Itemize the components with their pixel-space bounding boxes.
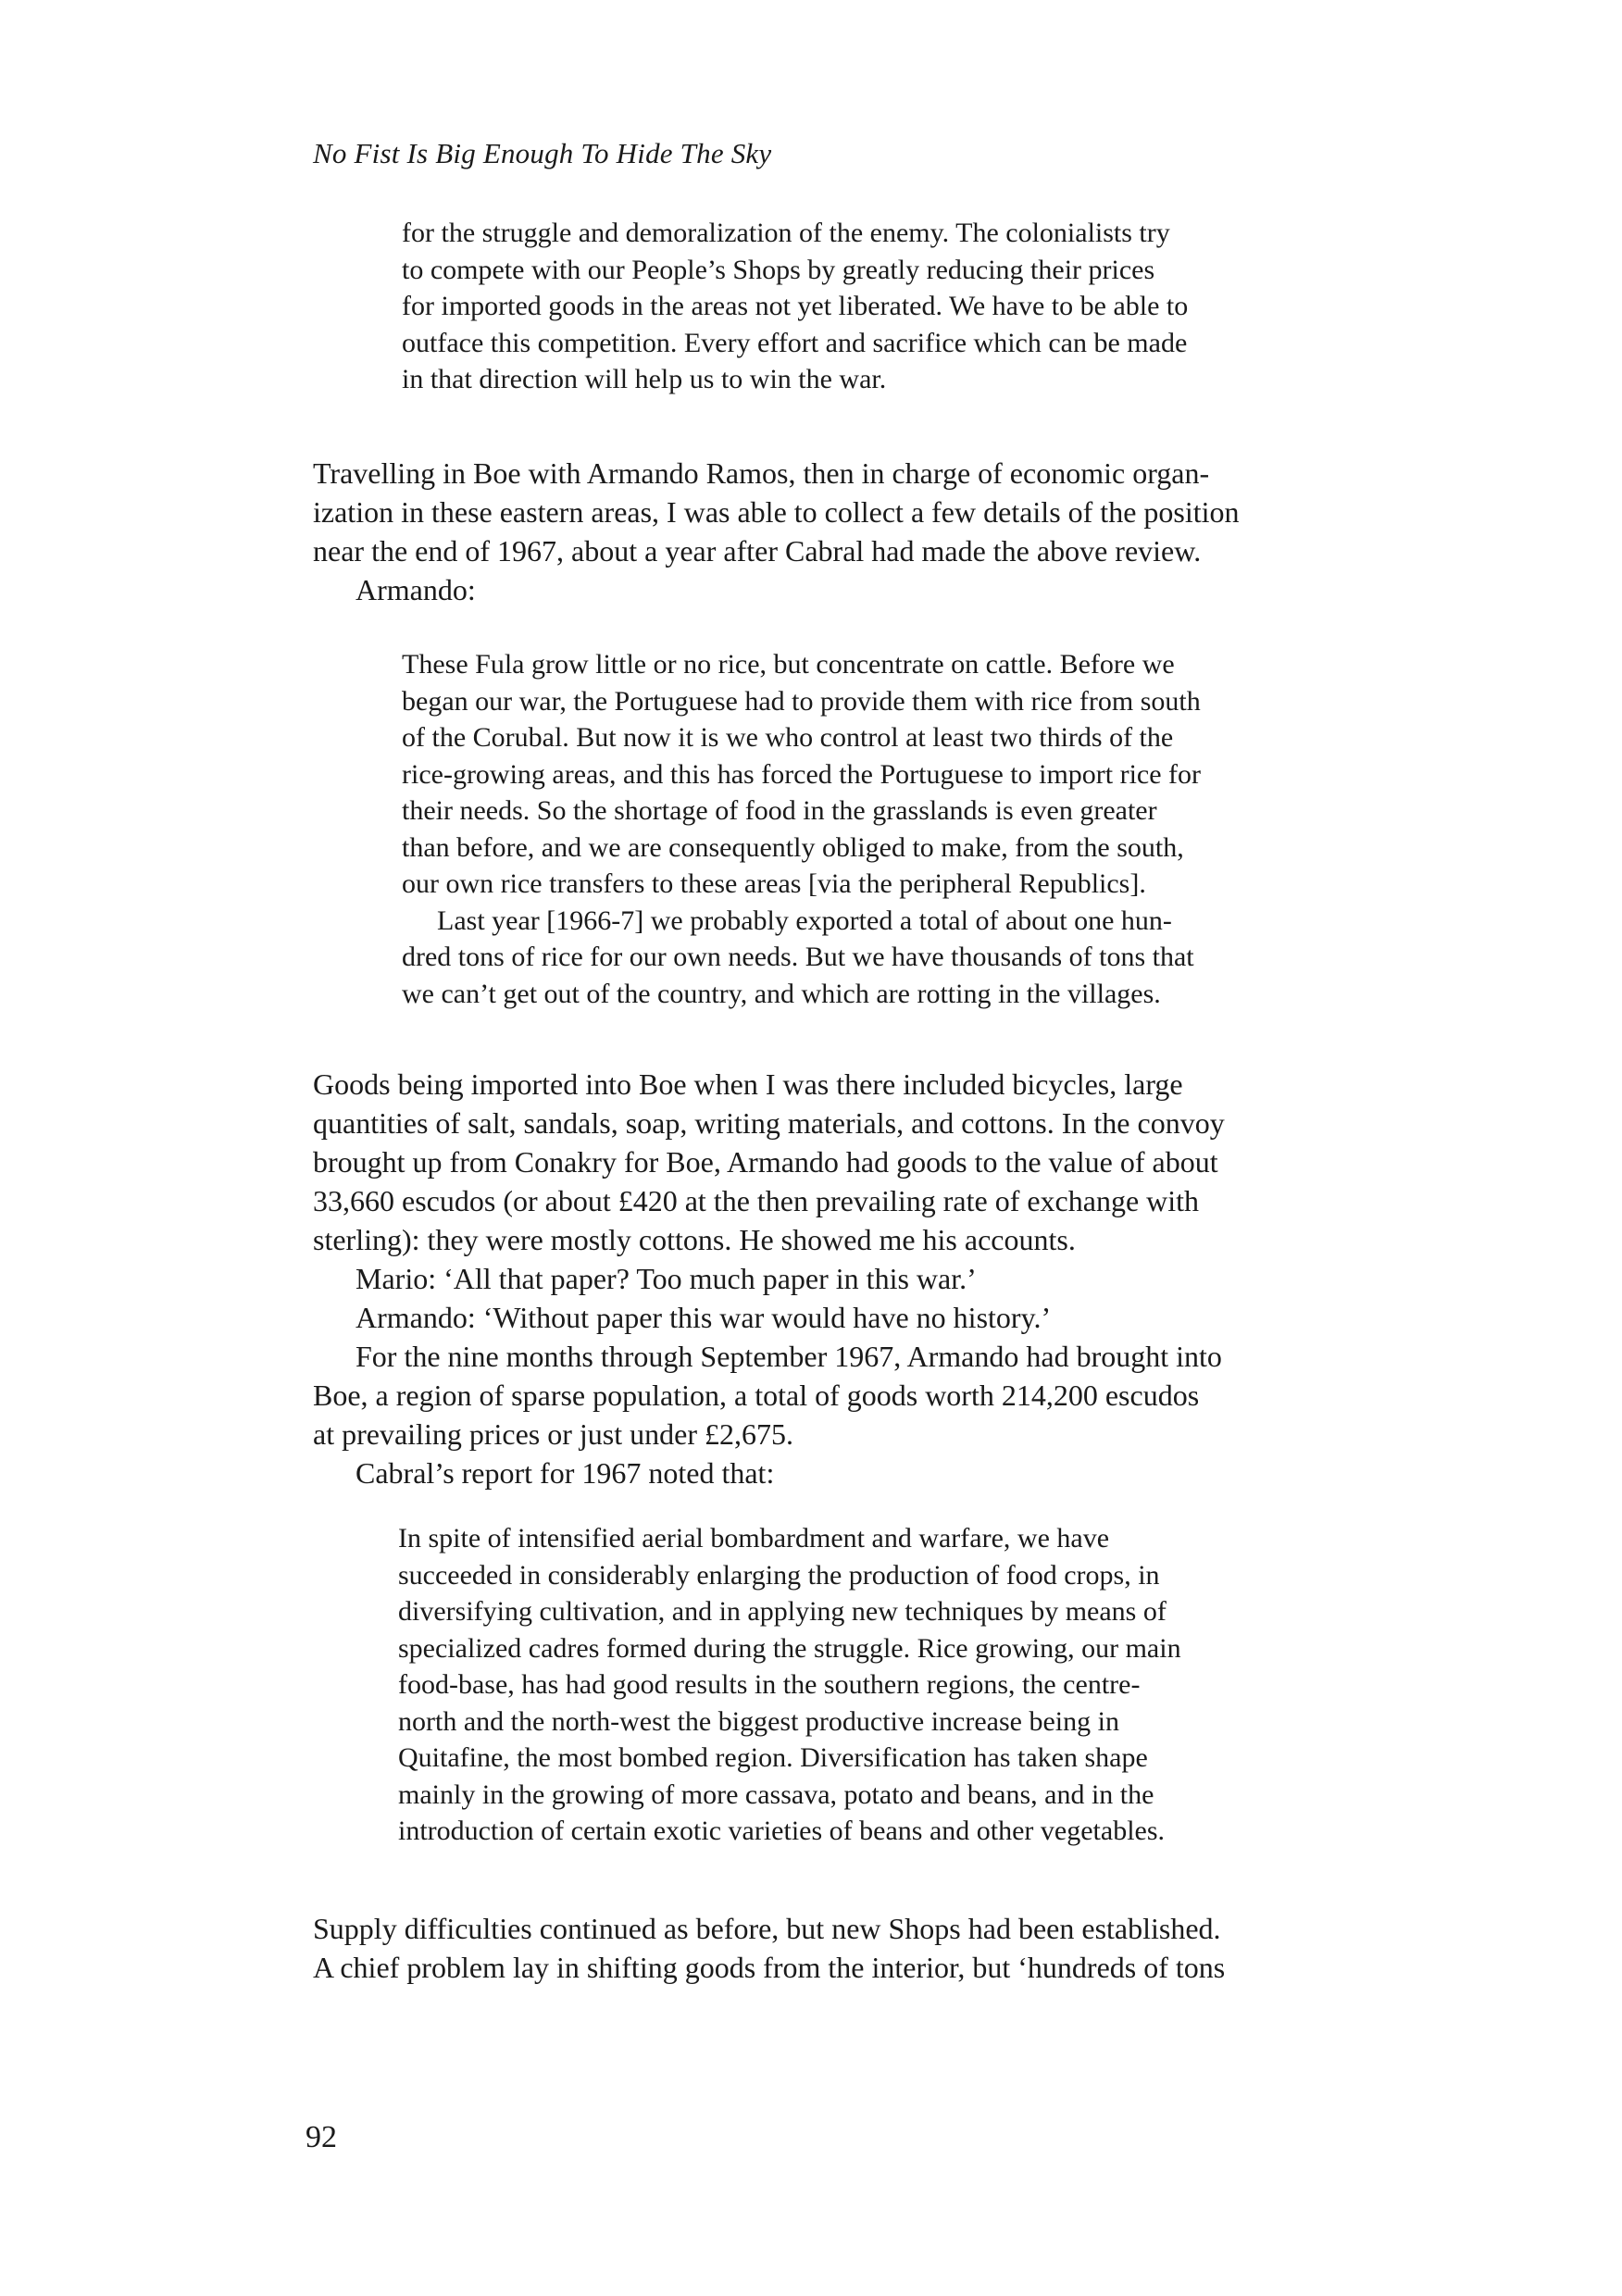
quote-line: food-base, has had good results in the southern regions, the centre- [398,1669,1141,1700]
text-line: Travelling in Boe with Armando Ramos, then in charge of economic organ- [313,456,1210,490]
paragraph-7 [313,1909,1225,1987]
text-line: ization in these eastern areas, I was able to collect a few details of the position [313,495,1240,529]
quote-line: to compete with our People’s Shops by greatly reducing their prices [402,254,1155,285]
quote-line: their needs. So the shortage of food in the grasslands is even greater [402,795,1157,826]
text-line: Supply difficulties continued as before, but new Shops had been established. [313,1912,1221,1945]
running-head: No Fist Is Big Enough To Hide The Sky [313,137,772,169]
text-line: sterling): they were mostly cottons. He showed me his accounts. [313,1223,1076,1256]
quote-line: Quitafine, the most bombed region. Diversification has taken shape [398,1742,1148,1773]
text-line: 33,660 escudos (or about £420 at the then prevailing rate of exchange with [313,1184,1200,1217]
paragraph-1 [313,454,1240,609]
quote-line: These Fula grow little or no rice, but concentrate on cattle. Before we [402,649,1175,680]
text-line: Armando: ‘Without paper this war would have no history.’ [356,1301,1052,1334]
text-line: Cabral’s report for 1967 noted that: [356,1456,775,1490]
quote-line: specialized cadres formed during the struggle. Rice growing, our main [398,1632,1181,1664]
page-number: 92 [306,2120,337,2154]
quote-line: north and the north-west the biggest productive increase being in [398,1705,1119,1737]
text-line: Mario: ‘All that paper? Too much paper in this war.’ [356,1262,977,1295]
quote-line: In spite of intensified aerial bombardment and warfare, we have [398,1523,1110,1554]
text-line: Boe, a region of sparse population, a total of goods worth 214,200 escudos [313,1379,1200,1412]
quote-line: in that direction will help us to win the war. [402,364,887,394]
text-line: For the nine months through September 1967, Armando had brought into [356,1340,1222,1373]
quote-line: Last year [1966-7] we probably exported a total of about one hun- [437,905,1172,936]
text-line: Goods being imported into Boe when I was there included bicycles, large [313,1067,1183,1101]
quote-line: our own rice transfers to these areas [via the peripheral Republics]. [402,868,1146,899]
paragraph-2 [313,1065,1225,1492]
quote-line: rice-growing areas, and this has forced the Portuguese to import rice for [402,758,1202,790]
quote-line: for imported goods in the areas not yet liberated. We have to be able to [402,291,1189,321]
text-line: brought up from Conakry for Boe, Armando had goods to the value of about [313,1145,1218,1179]
quote-line: for the struggle and demoralization of the enemy. The colonialists try [402,218,1170,248]
text-line: A chief problem lay in shifting goods from the interior, but ‘hundreds of tons [313,1951,1226,1984]
quote-line: succeeded in considerably enlarging the production of food crops, in [398,1559,1160,1591]
quote-line: began our war, the Portuguese had to provide them with rice from south [402,685,1201,717]
quote-line: introduction of certain exotic varieties of beans and other vegetables. [398,1816,1166,1846]
block-quote-2 [402,646,1201,1012]
quote-line: of the Corubal. But now it is we who control at least two thirds of the [402,722,1174,753]
text-line: quantities of salt, sandals, soap, writing materials, and cottons. In the convoy [313,1106,1225,1140]
quote-line: than before, and we are consequently obliged to make, from the south, [402,831,1184,863]
text-line: Armando: [356,573,476,606]
text-line: at prevailing prices or just under £2,675. [313,1417,793,1451]
block-quote-3 [398,1520,1181,1850]
quote-line: mainly in the growing of more cassava, potato and beans, and in the [398,1778,1154,1810]
text-line: near the end of 1967, about a year after Cabral had made the above review. [313,534,1202,568]
quote-line: outface this competition. Every effort and sacrifice which can be made [402,327,1188,358]
quote-line: diversifying cultivation, and in applying new techniques by means of [398,1596,1167,1627]
block-quote-1 [402,215,1188,398]
quote-line: dred tons of rice for our own needs. But we have thousands of tons that [402,942,1194,972]
quote-line: we can’t get out of the country, and which are rotting in the villages. [402,978,1161,1009]
